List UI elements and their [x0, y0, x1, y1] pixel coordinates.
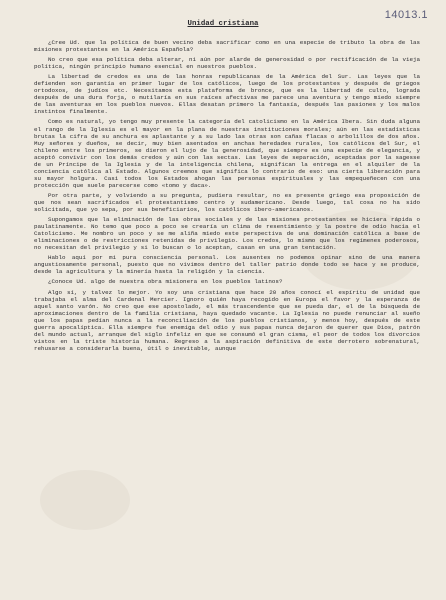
paragraph: Hablo aquí por mi pura consciencia personal. Los ausentes no podemos opinar sino de una manera angustiosamente personal, puesto que no vivimos dentro del taller patrio donde todo se hace y se produce, desde la agricultura y la minería hasta la religión y la ciencia.	[34, 254, 420, 276]
paragraph: Algo sí, y talvez lo mejor. Yo soy una cristiana que hace 20 años conocí el espíritu de unidad que trabajaba el alma del Cardenal Mercier. Ignoro quién haya recogido en Europa el favor y la esperanza de aquel santo varón. No creo que ese apostolado, el más trascendente que se pueda dar, el de la búsqueda de aproximaciones dentro de la familia cristiana, haya quedado vacante. La Iglesia no puede renunciar al sueño que los papas pedían nunca a la reconciliación de los pueblos cristianos, y menos hoy, después de este guerra apocalíptica. Ella siempre fue enemiga del odio y sus papas nunca dejaron de querer que Dios, patrón del mundo actual, arranque del siglo infeliz en que se consumó el gran cisma, el peor de todos los divorcios vistos en la triste historia humana. Regreso a la aspiración definitiva de este derrotero sobrenatural, rehusarse a considerarla buena, útil o inevitable, aunque	[34, 288, 420, 352]
document-body	[34, 36, 420, 355]
paragraph: La libertad de credos es una de las honras republicanas de la América del Sur. Las leyes que la defienden son garantía en primer lugar de los católicos, luego de los protestantes y después de griegos ortodoxos, de judíos etc. Necesitamos esta plataforma de bronce, que es la libertad de culto, lograda después de una dura forja, o mutilaría en sus raíces afectivas me parece una aventura y tengo miedo siempre de las aventuras en los pueblos nuevos. Ellas desatan primero la fantasía, después las pasiones y los malos instintos finalmente.	[34, 73, 420, 116]
paragraph: No creo que esa política deba alterar, ni aún por alarde de generosidad o por rectificación de la vieja política, ningún principio humano esencial en nuestros pueblos.	[34, 56, 420, 71]
paper-stain	[40, 470, 130, 530]
paragraph-question: ¿Cree Ud. que la política de buen vecino deba sacrificar como en una especie de tributo la obra de las misiones protestantes en la América Española?	[34, 39, 420, 54]
paragraph: Como es natural, yo tengo muy presente la categoría del catolicismo en la América Ibera. Sin duda alguna el rango de la Iglesia es el mayor en la plana de nuestras instituciones morales; aún en las estadísticas brutas la cifra de su anchura es aplastante y a su lado las otras son cañas flacas o arbolillos de dos años. Muy señores y dueños, se decir, muy bien asentados en anchas heredades rurales, los católicos del Sur, el chileno entre los primeros, se dieron el lujo de la generosidad, que siempre es una especie de elegancia, y aceptó convivir con los demás credos y aún con las sectas. Las leyes de separación, aceptadas por la sagesse de un Príncipe de la Iglesia y de la inteligencia chilena, significan la entrega en el alquiler de la conciencia católica al Estado. Algunos creemos que significa lo contrario de eso: una cierta liberación para su mayor holgura. Casi todos los Estados ahogan las personas espirituales y las empequeñecen con una protección que suele parecerse como «tomo y daca».	[34, 118, 420, 189]
paragraph-question: ¿Conoce Ud. algo de nuestra obra misionera en los pueblos latinos?	[48, 278, 283, 286]
paragraph: Supongamos que la eliminación de las obras sociales y de las misiones protestantes se hiciera rápida o paulatinamente. No temo que poco a poco se crearía un clima de resentimiento y la postre de odio hacia el Catolicismo. Me nombro un poco y se me aliña miedo este perspectiva de una dominación católica a base de eliminaciones o de restricciones retenidas de privilegio. Los credos, lo mismo que los regímenes poderosos, no necesitan del privilegio y si lo buscan o lo aceptan, casan en una gran tentación.	[34, 216, 420, 252]
archive-reference-number: 14013.1	[384, 9, 428, 21]
paragraph: Por otra parte, y volviendo a su pregunta, pudiera resultar, no es presente griego esa proposición de que nos sean sacrificados el protestantismo centro y sudamericano. Desde luego, tal cosa no ha sido solicitada, que yo sepa, por sus beneficiarios, los católicos ibero-americanos.	[34, 191, 420, 214]
document-title: Unidad cristiana	[187, 20, 259, 28]
